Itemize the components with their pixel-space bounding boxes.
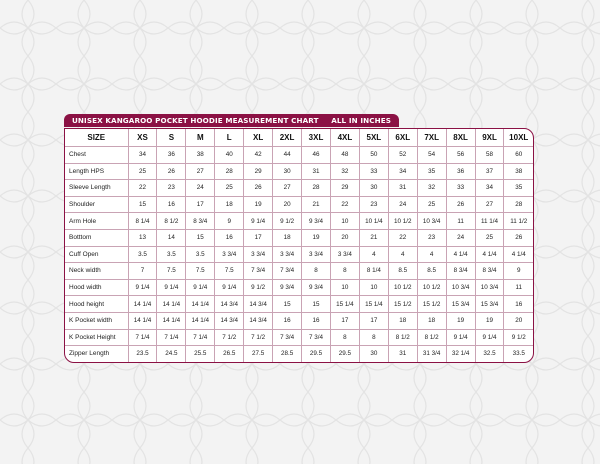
measurement-cell: 15 xyxy=(186,229,215,246)
measurement-cell: 36 xyxy=(157,147,186,164)
measurement-cell: 24 xyxy=(388,196,417,213)
chart-title: UNISEX KANGAROO POCKET HOODIE MEASUREMENT CHART xyxy=(72,116,319,125)
measurement-cell: 17 xyxy=(359,312,388,329)
measurement-cell: 28.5 xyxy=(273,346,302,362)
measurement-cell: 35 xyxy=(504,180,533,197)
measurement-cell: 29.5 xyxy=(330,346,359,362)
measurement-cell: 22 xyxy=(388,229,417,246)
measurement-chart xyxy=(64,110,534,363)
measurement-cell: 10 3/4 xyxy=(446,279,475,296)
table-row xyxy=(65,147,533,164)
measurement-cell: 54 xyxy=(417,147,446,164)
measurement-cell: 14 1/4 xyxy=(128,296,157,313)
measurement-cell: 13 xyxy=(128,229,157,246)
measurement-cell: 25 xyxy=(475,229,504,246)
measurement-cell: 31 xyxy=(388,180,417,197)
measurement-cell: 3.5 xyxy=(157,246,186,263)
size-column-header: L xyxy=(215,129,244,147)
measurement-cell: 24 xyxy=(446,229,475,246)
measurement-cell: 36 xyxy=(446,163,475,180)
measurement-cell: 40 xyxy=(215,147,244,164)
table-row xyxy=(65,346,533,362)
measurement-cell: 24.5 xyxy=(157,346,186,362)
size-column-header: 7XL xyxy=(417,129,446,147)
measurement-cell: 4 xyxy=(359,246,388,263)
measurement-cell: 7 3/4 xyxy=(302,329,331,346)
measurement-cell: 32 xyxy=(417,180,446,197)
measurement-label: Zipper Length xyxy=(65,346,128,362)
measurement-cell: 9 1/2 xyxy=(244,279,273,296)
measurement-cell: 8.5 xyxy=(417,263,446,280)
chart-units: ALL IN INCHES xyxy=(331,116,391,125)
header-row xyxy=(65,129,533,147)
measurement-label: Sleeve Length xyxy=(65,180,128,197)
measurement-cell: 15 1/2 xyxy=(388,296,417,313)
measurement-cell: 28 xyxy=(215,163,244,180)
table-row xyxy=(65,180,533,197)
measurement-cell: 24 xyxy=(186,180,215,197)
measurement-cell: 7 xyxy=(128,263,157,280)
measurement-cell: 25 xyxy=(417,196,446,213)
measurement-cell: 21 xyxy=(359,229,388,246)
measurement-cell: 26 xyxy=(446,196,475,213)
table-row xyxy=(65,196,533,213)
size-header: SIZE xyxy=(65,129,128,147)
measurement-label: Shoulder xyxy=(65,196,128,213)
measurement-cell: 3 3/4 xyxy=(244,246,273,263)
measurement-cell: 8 1/4 xyxy=(128,213,157,230)
chart-title-bar xyxy=(64,114,399,127)
measurement-cell: 16 xyxy=(157,196,186,213)
measurement-cell: 7.5 xyxy=(215,263,244,280)
measurement-cell: 11 1/2 xyxy=(504,213,533,230)
measurement-cell: 3 3/4 xyxy=(215,246,244,263)
table-row xyxy=(65,246,533,263)
measurement-cell: 7.5 xyxy=(157,263,186,280)
measurement-cell: 9 1/4 xyxy=(128,279,157,296)
measurement-label: Neck width xyxy=(65,263,128,280)
size-column-header: 5XL xyxy=(359,129,388,147)
measurement-cell: 3.5 xyxy=(128,246,157,263)
measurement-cell: 28 xyxy=(504,196,533,213)
size-column-header: 4XL xyxy=(330,129,359,147)
measurement-cell: 29 xyxy=(244,163,273,180)
measurement-cell: 16 xyxy=(273,312,302,329)
measurement-label: Hood height xyxy=(65,296,128,313)
measurement-cell: 7 3/4 xyxy=(273,329,302,346)
measurement-cell: 3 3/4 xyxy=(273,246,302,263)
measurement-cell: 25 xyxy=(215,180,244,197)
size-column-header: 10XL xyxy=(504,129,533,147)
size-column-header: 9XL xyxy=(475,129,504,147)
measurement-cell: 17 xyxy=(186,196,215,213)
measurement-cell: 29 xyxy=(330,180,359,197)
measurement-cell: 10 3/4 xyxy=(417,213,446,230)
measurement-cell: 11 1/4 xyxy=(475,213,504,230)
size-column-header: M xyxy=(186,129,215,147)
measurement-cell: 18 xyxy=(388,312,417,329)
measurement-cell: 9 3/4 xyxy=(273,279,302,296)
measurement-cell: 27 xyxy=(186,163,215,180)
measurement-cell: 9 1/2 xyxy=(504,329,533,346)
measurement-cell: 7.5 xyxy=(186,263,215,280)
measurement-cell: 29.5 xyxy=(302,346,331,362)
measurement-cell: 22 xyxy=(128,180,157,197)
measurement-cell: 8 1/2 xyxy=(388,329,417,346)
measurement-cell: 7 1/2 xyxy=(244,329,273,346)
measurement-cell: 9 1/4 xyxy=(244,213,273,230)
measurement-cell: 15 xyxy=(273,296,302,313)
measurement-cell: 7 1/4 xyxy=(186,329,215,346)
measurement-cell: 34 xyxy=(128,147,157,164)
measurement-cell: 33.5 xyxy=(504,346,533,362)
measurement-cell: 60 xyxy=(504,147,533,164)
measurement-cell: 26 xyxy=(504,229,533,246)
size-column-header: XS xyxy=(128,129,157,147)
measurement-cell: 30 xyxy=(359,180,388,197)
measurement-cell: 10 xyxy=(330,213,359,230)
measurement-cell: 52 xyxy=(388,147,417,164)
measurement-cell: 20 xyxy=(504,312,533,329)
measurement-label: Cuff Open xyxy=(65,246,128,263)
measurement-cell: 4 xyxy=(388,246,417,263)
measurement-cell: 15 1/2 xyxy=(417,296,446,313)
measurement-cell: 27 xyxy=(273,180,302,197)
measurement-cell: 8 xyxy=(302,263,331,280)
measurement-label: Hood width xyxy=(65,279,128,296)
measurement-cell: 37 xyxy=(475,163,504,180)
measurement-cell: 4 1/4 xyxy=(446,246,475,263)
measurement-cell: 18 xyxy=(215,196,244,213)
measurement-cell: 15 1/4 xyxy=(359,296,388,313)
measurement-cell: 23 xyxy=(359,196,388,213)
measurement-cell: 8 1/4 xyxy=(359,263,388,280)
measurement-cell: 23 xyxy=(417,229,446,246)
size-column-header: S xyxy=(157,129,186,147)
measurement-cell: 30 xyxy=(359,346,388,362)
measurement-cell: 16 xyxy=(504,296,533,313)
measurement-cell: 8 3/4 xyxy=(446,263,475,280)
measurement-cell: 14 1/4 xyxy=(128,312,157,329)
measurement-cell: 10 1/4 xyxy=(359,213,388,230)
measurement-cell: 8 3/4 xyxy=(475,263,504,280)
measurement-cell: 18 xyxy=(417,312,446,329)
measurement-cell: 34 xyxy=(475,180,504,197)
measurement-cell: 26 xyxy=(244,180,273,197)
measurement-cell: 9 1/4 xyxy=(446,329,475,346)
measurement-cell: 34 xyxy=(388,163,417,180)
measurement-cell: 16 xyxy=(302,312,331,329)
table-row xyxy=(65,329,533,346)
measurement-cell: 48 xyxy=(330,147,359,164)
measurement-cell: 14 3/4 xyxy=(244,296,273,313)
measurement-cell: 15 1/4 xyxy=(330,296,359,313)
measurement-cell: 8 xyxy=(359,329,388,346)
measurement-cell: 38 xyxy=(186,147,215,164)
measurement-cell: 8 1/2 xyxy=(417,329,446,346)
table-body xyxy=(65,147,533,362)
measurement-cell: 22 xyxy=(330,196,359,213)
measurement-cell: 14 1/4 xyxy=(157,312,186,329)
measurement-cell: 35 xyxy=(417,163,446,180)
measurement-cell: 8 1/2 xyxy=(157,213,186,230)
measurement-cell: 8.5 xyxy=(388,263,417,280)
measurement-cell: 11 xyxy=(504,279,533,296)
measurement-cell: 33 xyxy=(446,180,475,197)
measurement-cell: 9 1/4 xyxy=(215,279,244,296)
measurement-cell: 19 xyxy=(302,229,331,246)
measurement-cell: 31 3/4 xyxy=(417,346,446,362)
measurement-cell: 9 3/4 xyxy=(302,279,331,296)
measurement-cell: 31 xyxy=(302,163,331,180)
measurement-label: Arm Hole xyxy=(65,213,128,230)
measurement-cell: 20 xyxy=(330,229,359,246)
measurement-cell: 27.5 xyxy=(244,346,273,362)
table-row xyxy=(65,312,533,329)
size-table xyxy=(65,129,533,362)
size-column-header: 3XL xyxy=(302,129,331,147)
size-column-header: 2XL xyxy=(273,129,302,147)
size-column-header: XL xyxy=(244,129,273,147)
measurement-label: K Pocket Height xyxy=(65,329,128,346)
measurement-cell: 33 xyxy=(359,163,388,180)
measurement-cell: 38 xyxy=(504,163,533,180)
table-row xyxy=(65,229,533,246)
measurement-cell: 14 3/4 xyxy=(215,296,244,313)
measurement-cell: 14 1/4 xyxy=(186,312,215,329)
measurement-cell: 23 xyxy=(157,180,186,197)
measurement-cell: 10 3/4 xyxy=(475,279,504,296)
measurement-cell: 46 xyxy=(302,147,331,164)
measurement-cell: 7 1/4 xyxy=(157,329,186,346)
measurement-label: K Pocket width xyxy=(65,312,128,329)
measurement-cell: 17 xyxy=(244,229,273,246)
table-row xyxy=(65,213,533,230)
measurement-cell: 16 xyxy=(215,229,244,246)
measurement-cell: 8 3/4 xyxy=(186,213,215,230)
measurement-cell: 7 1/4 xyxy=(128,329,157,346)
measurement-cell: 44 xyxy=(273,147,302,164)
measurement-cell: 15 3/4 xyxy=(475,296,504,313)
measurement-cell: 56 xyxy=(446,147,475,164)
measurement-cell: 4 1/4 xyxy=(475,246,504,263)
measurement-cell: 31 xyxy=(388,346,417,362)
measurement-cell: 7 3/4 xyxy=(273,263,302,280)
measurement-cell: 14 3/4 xyxy=(244,312,273,329)
measurement-cell: 15 xyxy=(302,296,331,313)
measurement-cell: 4 xyxy=(417,246,446,263)
measurement-cell: 26.5 xyxy=(215,346,244,362)
measurement-cell: 10 1/2 xyxy=(388,279,417,296)
table-row xyxy=(65,263,533,280)
measurement-cell: 19 xyxy=(475,312,504,329)
measurement-cell: 27 xyxy=(475,196,504,213)
table-row xyxy=(65,279,533,296)
measurement-cell: 10 xyxy=(330,279,359,296)
measurement-cell: 9 xyxy=(504,263,533,280)
measurement-cell: 14 xyxy=(157,229,186,246)
measurement-cell: 8 xyxy=(330,329,359,346)
measurement-cell: 26 xyxy=(157,163,186,180)
measurement-cell: 18 xyxy=(273,229,302,246)
measurement-cell: 9 3/4 xyxy=(302,213,331,230)
measurement-cell: 25.5 xyxy=(186,346,215,362)
measurement-label: Chest xyxy=(65,147,128,164)
measurement-cell: 9 xyxy=(215,213,244,230)
measurement-cell: 23.5 xyxy=(128,346,157,362)
measurement-cell: 19 xyxy=(446,312,475,329)
measurement-cell: 28 xyxy=(302,180,331,197)
measurement-cell: 7 1/2 xyxy=(215,329,244,346)
measurement-cell: 58 xyxy=(475,147,504,164)
measurement-cell: 7 3/4 xyxy=(244,263,273,280)
table-row xyxy=(65,296,533,313)
size-column-header: 8XL xyxy=(446,129,475,147)
measurement-cell: 30 xyxy=(273,163,302,180)
measurement-cell: 9 1/2 xyxy=(273,213,302,230)
measurement-cell: 9 1/4 xyxy=(475,329,504,346)
measurement-cell: 10 1/2 xyxy=(417,279,446,296)
measurement-cell: 9 1/4 xyxy=(157,279,186,296)
measurement-cell: 14 3/4 xyxy=(215,312,244,329)
measurement-label: Botttom xyxy=(65,229,128,246)
measurement-label: Length HPS xyxy=(65,163,128,180)
measurement-cell: 15 3/4 xyxy=(446,296,475,313)
measurement-cell: 32 1/4 xyxy=(446,346,475,362)
measurement-cell: 50 xyxy=(359,147,388,164)
measurement-cell: 32 xyxy=(330,163,359,180)
measurement-cell: 14 1/4 xyxy=(186,296,215,313)
measurement-cell: 32.5 xyxy=(475,346,504,362)
measurement-cell: 3 3/4 xyxy=(302,246,331,263)
measurement-cell: 42 xyxy=(244,147,273,164)
table-row xyxy=(65,163,533,180)
measurement-cell: 11 xyxy=(446,213,475,230)
measurement-cell: 10 1/2 xyxy=(388,213,417,230)
measurement-cell: 4 1/4 xyxy=(504,246,533,263)
measurement-cell: 14 1/4 xyxy=(157,296,186,313)
size-column-header: 6XL xyxy=(388,129,417,147)
measurement-cell: 3.5 xyxy=(186,246,215,263)
measurement-cell: 25 xyxy=(128,163,157,180)
measurement-cell: 8 xyxy=(330,263,359,280)
size-table-container xyxy=(64,128,534,363)
measurement-cell: 10 xyxy=(359,279,388,296)
measurement-cell: 3 3/4 xyxy=(330,246,359,263)
measurement-cell: 19 xyxy=(244,196,273,213)
measurement-cell: 20 xyxy=(273,196,302,213)
measurement-cell: 21 xyxy=(302,196,331,213)
measurement-cell: 15 xyxy=(128,196,157,213)
measurement-cell: 17 xyxy=(330,312,359,329)
measurement-cell: 9 1/4 xyxy=(186,279,215,296)
